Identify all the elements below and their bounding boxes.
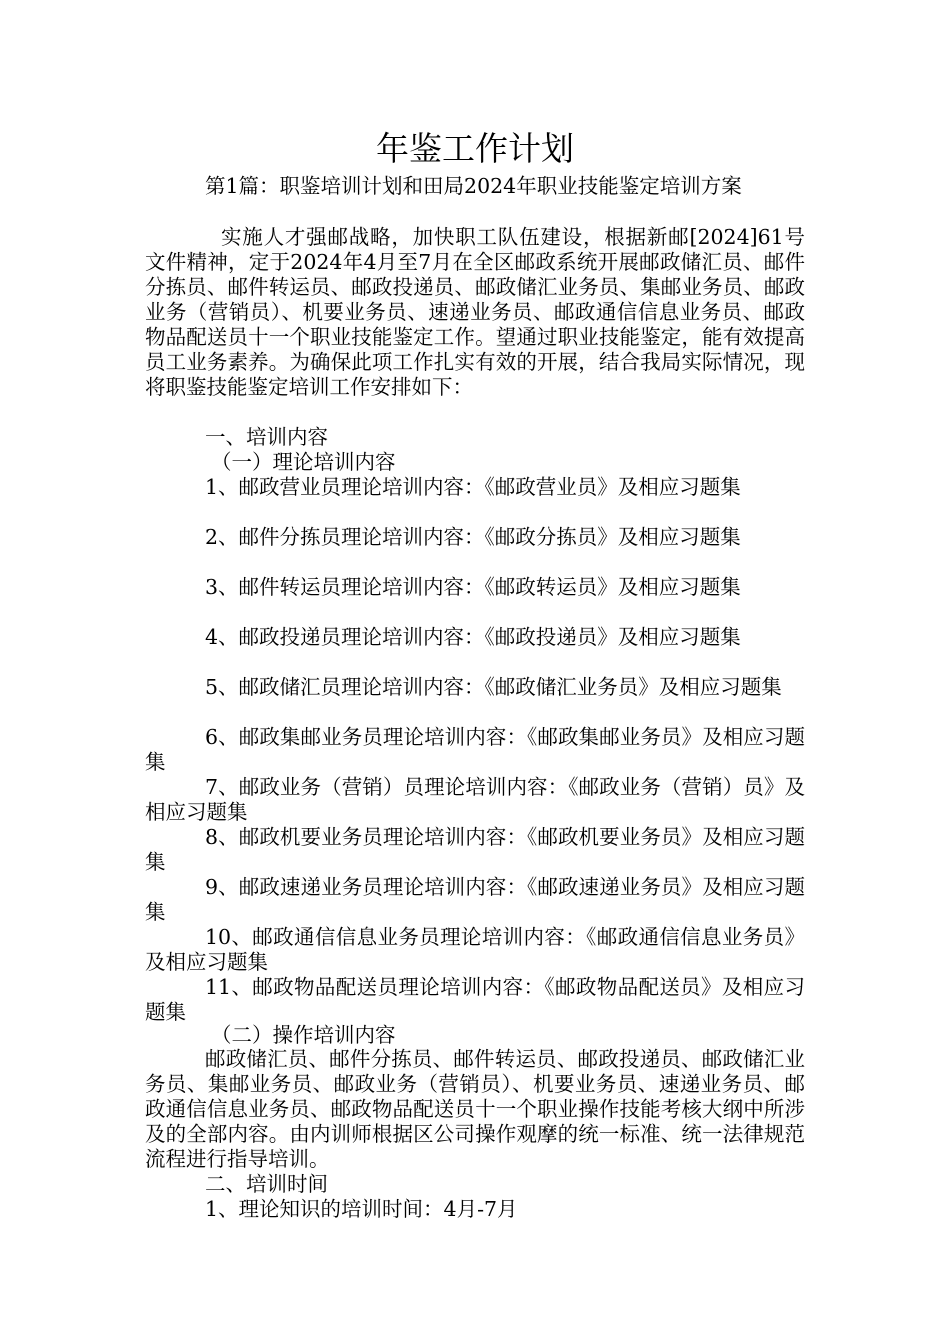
list-item: 3、邮件转运员理论培训内容：《邮政转运员》及相应习题集: [205, 575, 741, 599]
list-item: 6、邮政集邮业务员理论培训内容：《邮政集邮业务员》及相应习题集: [145, 725, 805, 774]
list-item: 5、邮政储汇员理论培训内容：《邮政储汇业务员》及相应习题集: [205, 675, 782, 699]
list-item: 11、邮政物品配送员理论培训内容：《邮政物品配送员》及相应习题集: [145, 975, 805, 1024]
section-heading-1: 一、培训内容: [205, 425, 328, 449]
subsection-heading-1: （一）理论培训内容: [211, 450, 396, 474]
list-item: 7、邮政业务（营销）员理论培训内容：《邮政业务（营销）员》及相应习题集: [145, 775, 805, 824]
list-item: 8、邮政机要业务员理论培训内容：《邮政机要业务员》及相应习题集: [145, 825, 805, 874]
subsection-heading-2: （二）操作培训内容: [211, 1023, 396, 1047]
list-item: 10、邮政通信信息业务员理论培训内容：《邮政通信信息业务员》及相应习题集: [145, 925, 805, 974]
time-item: 1、理论知识的培训时间：4月-7月: [205, 1197, 518, 1221]
list-item: 1、邮政营业员理论培训内容：《邮政营业员》及相应习题集: [205, 475, 741, 499]
document-title: 年鉴工作计划: [376, 129, 574, 168]
list-item: 2、邮件分拣员理论培训内容：《邮政分拣员》及相应习题集: [205, 525, 741, 549]
list-item: 4、邮政投递员理论培训内容：《邮政投递员》及相应习题集: [205, 625, 741, 649]
section-heading-2: 二、培训时间: [205, 1172, 328, 1196]
intro-paragraph: 实施人才强邮战略，加快职工队伍建设，根据新邮[2024]61号文件精神，定于2024年4月至7月在全区邮政系统开展邮政储汇员、邮件分拣员、邮件转运员、邮政投递员、邮政储汇业务员、集邮业务员、邮政业务（营销员）、机要业务员、速递业务员、邮政通信信息业务员、邮政物品配送员十一个职业技能鉴定工作。望通过职业技能鉴定，能有效提高员工业务素养。为确保此项工作扎实有效的开展，结合我局实际情况，现将职鉴技能鉴定培训工作安排如下：: [145, 225, 805, 399]
operation-paragraph: 邮政储汇员、邮件分拣员、邮件转运员、邮政投递员、邮政储汇业务员、集邮业务员、邮政业务（营销员）、机要业务员、速递业务员、邮政通信信息业务员、邮政物品配送员十一个职业操作技能考核大纲中所涉及的全部内容。由内训师根据区公司操作观摩的统一标准、统一法律规范流程进行指导培训。: [145, 1047, 805, 1171]
subtitle: 第1篇：职鉴培训计划和田局2024年职业技能鉴定培训方案: [205, 174, 742, 198]
list-item: 9、邮政速递业务员理论培训内容：《邮政速递业务员》及相应习题集: [145, 875, 805, 924]
